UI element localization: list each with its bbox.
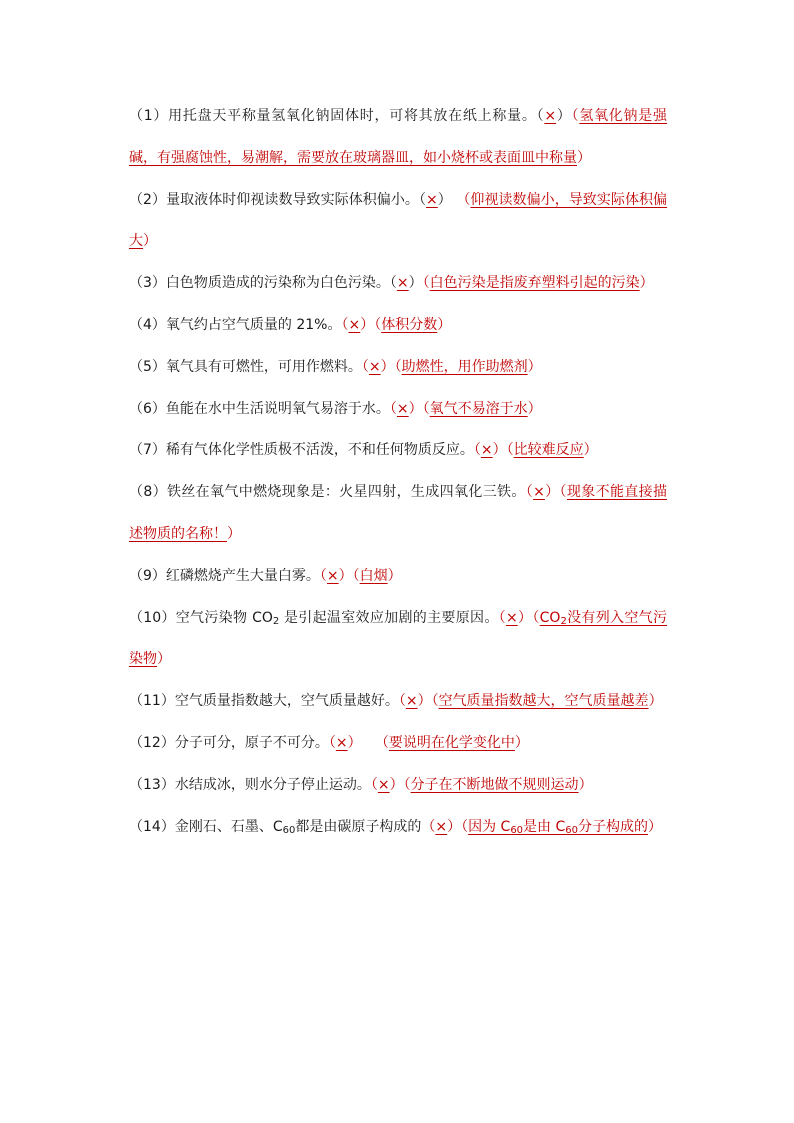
- item-number: （8）: [129, 484, 167, 501]
- answer-mark: ×: [396, 275, 409, 292]
- item-question: 水结成冰，则水分子停止运动。: [174, 776, 371, 793]
- list-item: （7）稀有气体化学性质极不活泼，不和任何物质反应。（×）（比较难反应）: [129, 442, 598, 459]
- answer-note: 助燃性，用作助燃剂: [401, 358, 528, 375]
- answer-note: $CO_2$没有列入空气污染物: [129, 609, 667, 668]
- item-question: 空气污染物 $CO_2$ 是引起温室效应加剧的主要原因。: [175, 609, 499, 627]
- answer-mark: ×: [480, 442, 493, 459]
- answer-note: 现象不能直接描述物质的名称！: [129, 484, 668, 542]
- answer-note: 分子在不断地做不规则运动: [410, 776, 579, 793]
- item-question: 铁丝在氧气中燃烧现象是：火星四射，生成四氧化三铁。: [166, 484, 526, 501]
- answer-note: 要说明在化学变化中: [388, 734, 515, 751]
- answer-mark: ×: [326, 567, 339, 584]
- answer-note: 仰视读数偏小，导致实际体积偏大: [129, 191, 668, 250]
- item-question: 鱼能在水中生活说明氧气易溶于水。: [165, 400, 390, 417]
- item-number: （7）: [129, 442, 166, 459]
- item-number: （12）: [129, 734, 175, 751]
- answer-note: 体积分数: [381, 316, 438, 333]
- item-number: （3）: [129, 275, 166, 292]
- item-number: （14）: [129, 818, 175, 835]
- item-number: （11）: [129, 693, 175, 710]
- list-item: （2）量取液体时仰视读数导致实际体积偏小。（×） （仰视读数偏小，导致实际体积偏大）: [129, 191, 668, 250]
- answer-note: 氧气不易溶于水: [429, 400, 528, 417]
- item-number: （9）: [129, 567, 166, 584]
- item-question: 氧气具有可燃性，可用作燃料。: [165, 358, 362, 375]
- item-number: （10）: [129, 609, 176, 626]
- list-item: （14）金刚石、石墨、$C_{60}$都是由碳原子构成的（×）（因为 $C_{60}$是由 $C_{60}$分子构成的）: [129, 818, 663, 836]
- list-item: （5）氧气具有可燃性，可用作燃料。（×）（助燃性，用作助燃剂）: [129, 358, 542, 375]
- answer-mark: ×: [505, 609, 518, 626]
- item-number: （1）: [129, 108, 169, 124]
- item-question: 稀有气体化学性质极不活泼，不和任何物质反应。: [165, 442, 474, 459]
- item-question: 量取液体时仰视读数导致实际体积偏小。: [166, 191, 419, 208]
- answer-mark: ×: [533, 484, 545, 501]
- question-list: [129, 96, 667, 848]
- answer-note: 白色污染是指废弃塑料引起的污染: [429, 275, 640, 292]
- item-number: （6）: [129, 400, 166, 417]
- list-item: （4）氧气约占空气质量的 21%。（×）（体积分数）: [129, 316, 452, 333]
- answer-note: 氢氧化钠是强碱，有强腐蚀性，易潮解，需要放在玻璃器皿，如小烧杯或表面皿中称量: [129, 108, 668, 166]
- list-item: （8）铁丝在氧气中燃烧现象是：火星四射，生成四氧化三铁。（×）（现象不能直接描述物质的名称！）: [129, 484, 668, 542]
- answer-mark: ×: [405, 693, 418, 710]
- item-question: 金刚石、石墨、$C_{60}$都是由碳原子构成的: [174, 818, 422, 836]
- answer-note: 比较难反应: [513, 442, 584, 459]
- answer-mark: ×: [377, 776, 390, 793]
- list-item: （1）用托盘天平称量氢氧化钠固体时，可将其放在纸上称量。（×）（氢氧化钠是强碱，有强腐蚀性，易潮解，需要放在玻璃器皿，如小烧杯或表面皿中称量）: [129, 108, 668, 166]
- answer-mark: ×: [335, 734, 348, 751]
- answer-mark: ×: [368, 358, 381, 375]
- list-item: （9）红磷燃烧产生大量白雾。（×）（白烟）: [129, 567, 402, 584]
- item-number: （4）: [129, 316, 166, 333]
- item-question: 氧气约占空气质量的 21%。: [165, 316, 342, 333]
- list-item: （6）鱼能在水中生活说明氧气易溶于水。（×）（氧气不易溶于水）: [129, 400, 542, 417]
- list-item: （3）白色物质造成的污染称为白色污染。（×）（白色污染是指废弃塑料引起的污染）: [129, 275, 654, 292]
- answer-mark: ×: [435, 818, 448, 835]
- list-item: （11）空气质量指数越大，空气质量越好。（×）（空气质量指数越大，空气质量越差）: [129, 693, 663, 710]
- answer-mark: ×: [348, 316, 361, 333]
- answer-mark: ×: [396, 400, 409, 417]
- list-item: （12）分子可分，原子不可分。（×） （要说明在化学变化中）: [129, 734, 529, 751]
- item-question: 用托盘天平称量氢氧化钠固体时，可将其放在纸上称量。: [168, 108, 537, 124]
- item-number: （13）: [129, 776, 175, 793]
- list-item: （13）水结成冰，则水分子停止运动。（×）（分子在不断地做不规则运动）: [129, 776, 593, 793]
- item-number: （2）: [129, 191, 167, 208]
- item-question: 分子可分，原子不可分。: [174, 734, 329, 751]
- answer-note: 因为 $C_{60}$是由 $C_{60}$分子构成的: [468, 818, 649, 836]
- answer-note: 白烟: [359, 567, 388, 584]
- answer-note: 空气质量指数越大，空气质量越差: [438, 693, 649, 710]
- answer-mark: ×: [544, 108, 557, 124]
- list-item: （10）空气污染物 $CO_2$ 是引起温室效应加剧的主要原因。$(\times)(CO_2$没有列入空气污染物）: [129, 609, 667, 668]
- item-question: 红磷燃烧产生大量白雾。: [165, 567, 320, 584]
- item-question: 空气质量指数越大，空气质量越好。: [174, 693, 399, 710]
- answer-mark: ×: [426, 191, 438, 208]
- item-number: （5）: [129, 358, 166, 375]
- item-question: 白色物质造成的污染称为白色污染。: [165, 275, 390, 292]
